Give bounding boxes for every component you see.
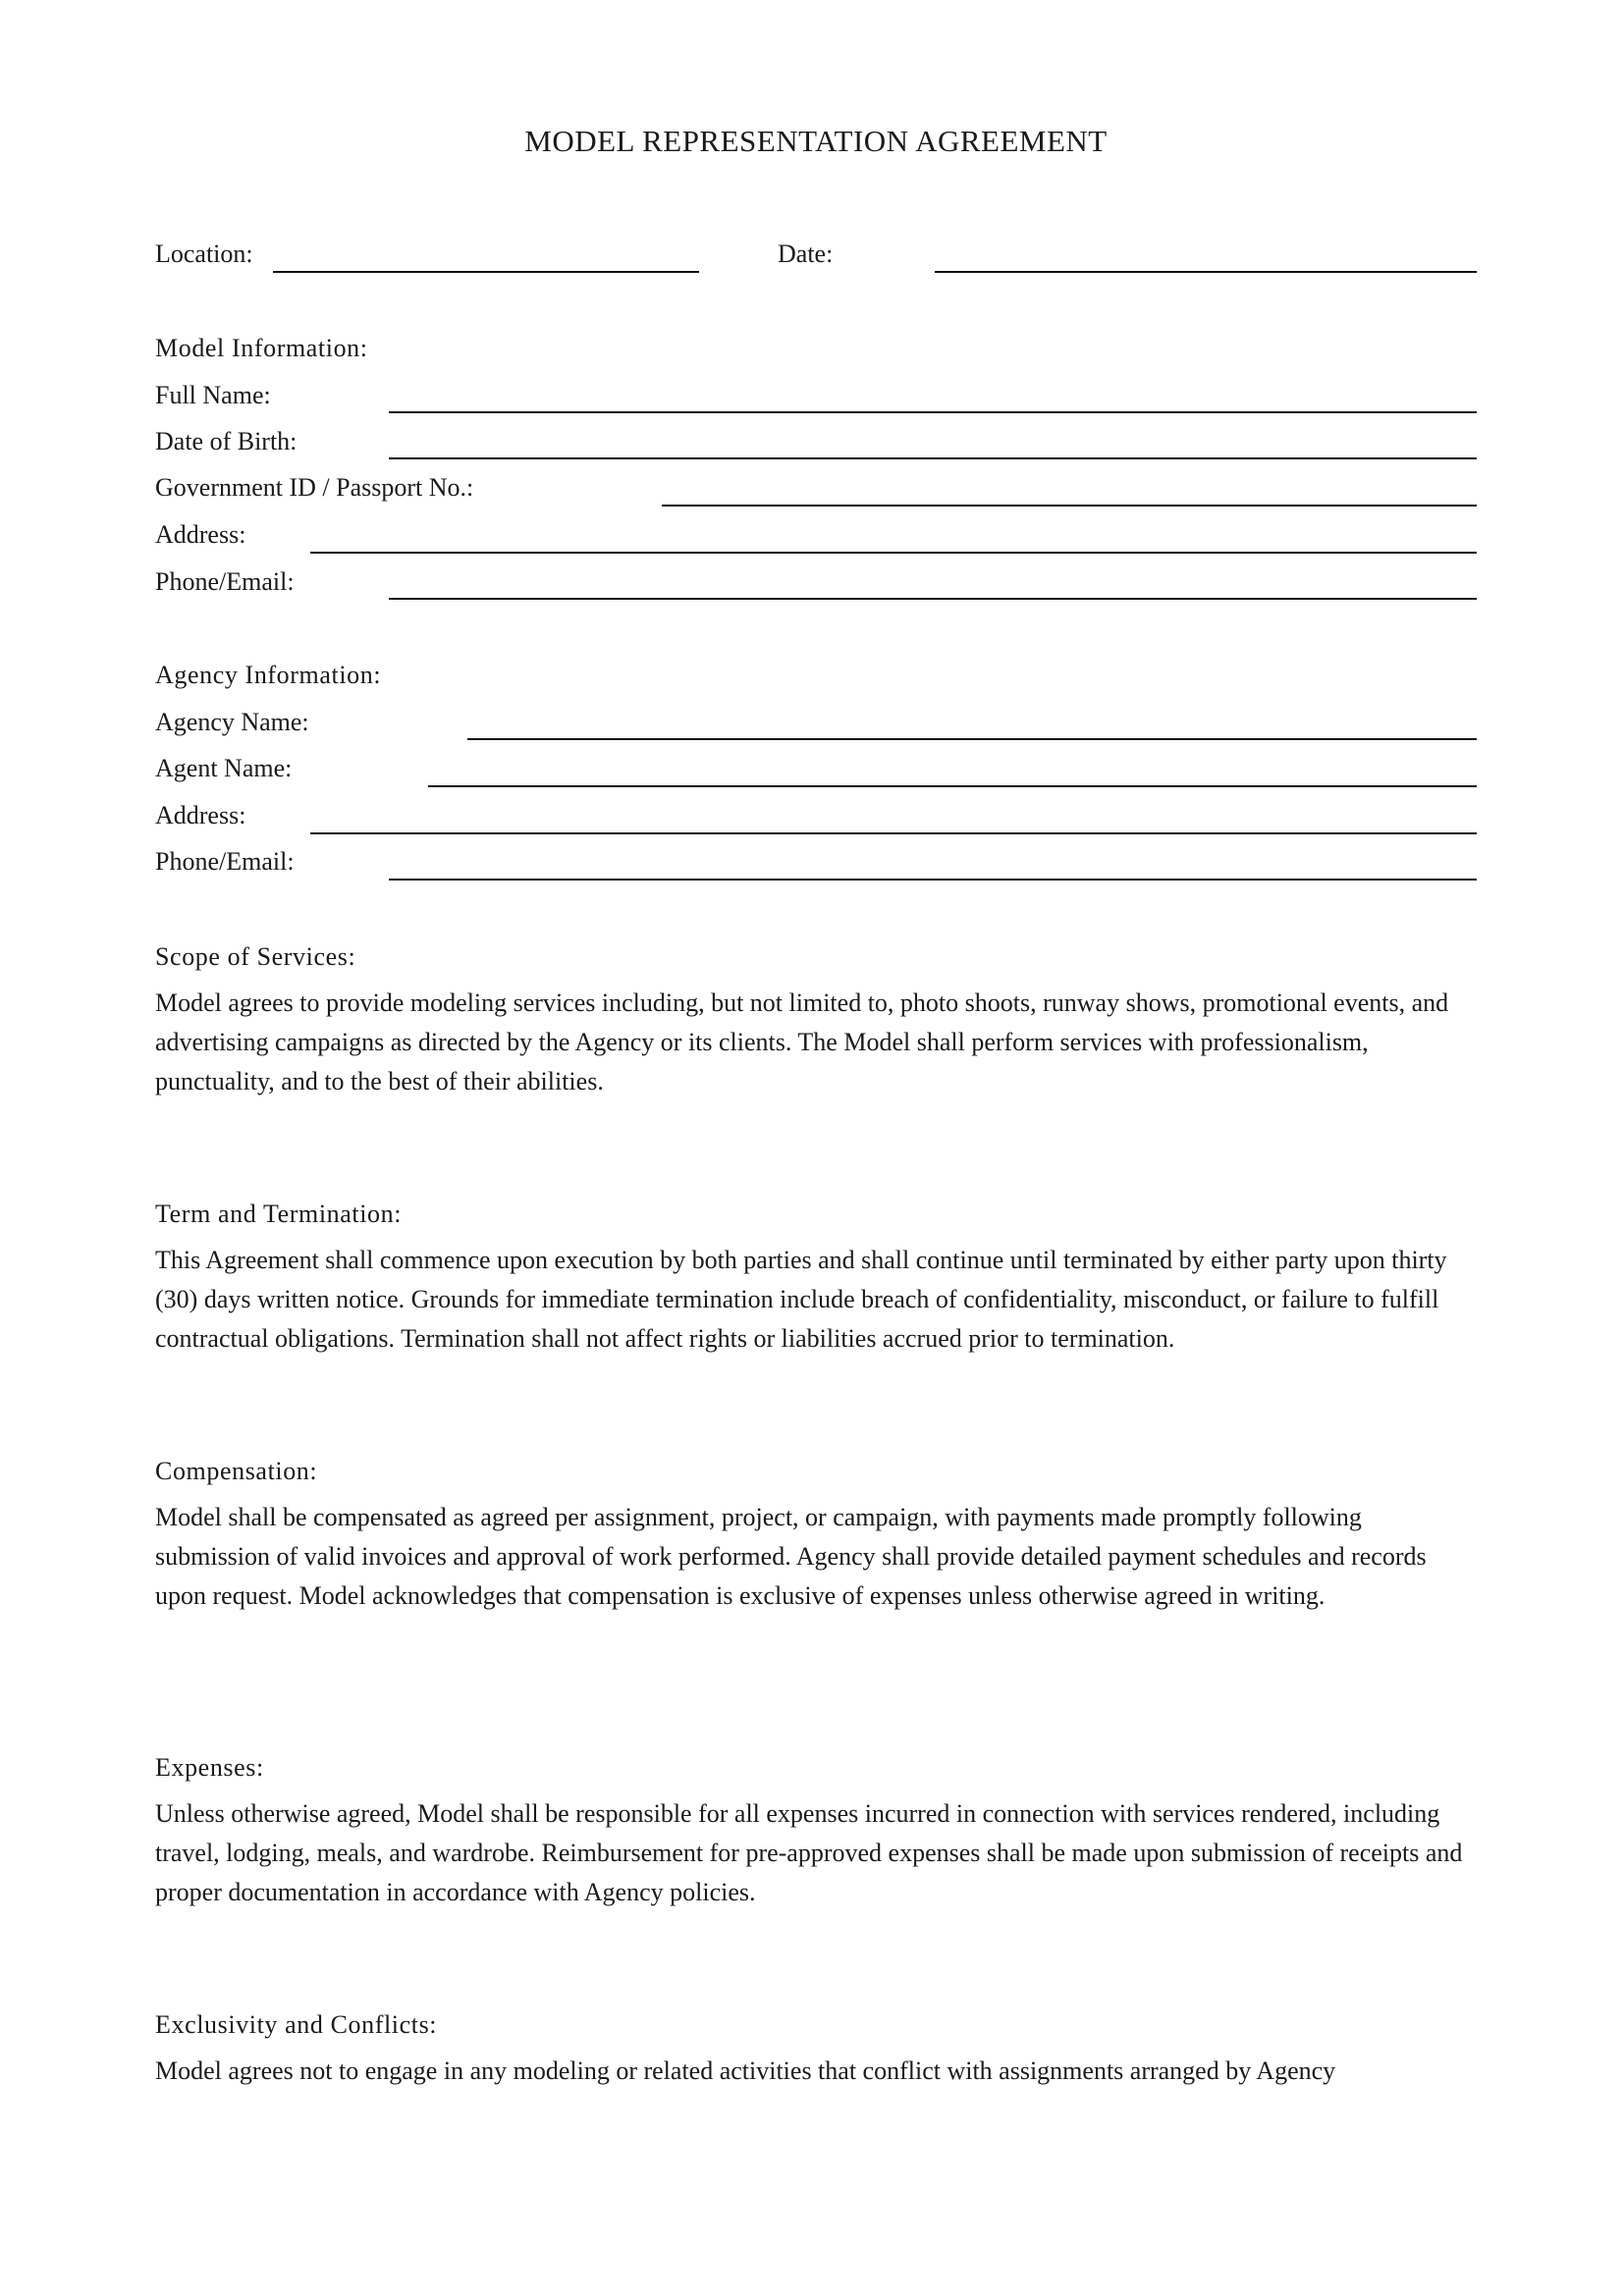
exclusivity-heading: Exclusivity and Conflicts:	[155, 2010, 438, 2039]
document-title: MODEL REPRESENTATION AGREEMENT	[524, 124, 1108, 158]
agency-address-label: Address:	[155, 801, 246, 829]
scope-heading: Scope of Services:	[155, 942, 356, 971]
agency-phone-email-field[interactable]	[389, 879, 1477, 881]
agency-name-field[interactable]	[467, 738, 1477, 740]
date-field[interactable]	[935, 271, 1477, 273]
model-gov-id-field[interactable]	[662, 505, 1477, 507]
agent-name-field[interactable]	[428, 785, 1477, 787]
exclusivity-body: Model agrees not to engage in any modeling or related activities that conflict with assignments arranged by Agency	[155, 2056, 1336, 2085]
compensation-heading: Compensation:	[155, 1457, 318, 1485]
agency-name-label: Agency Name:	[155, 708, 309, 736]
model-full-name-label: Full Name:	[155, 381, 271, 409]
model-phone-email-field[interactable]	[389, 598, 1477, 600]
expenses-body: Unless otherwise agreed, Model shall be responsible for all expenses incurred in connection with services rendered, including travel, lodging, meals, and wardrobe. Reimbursement for pre-approved expenses shall be made upon submission of receipts and proper documentation in accordance with Agency policies.	[155, 1799, 1463, 1906]
model-phone-email-label: Phone/Email:	[155, 567, 295, 596]
model-full-name-field[interactable]	[389, 411, 1477, 413]
location-field[interactable]	[273, 271, 699, 273]
scope-body: Model agrees to provide modeling services including, but not limited to, photo shoots, runway shows, promotional events, and advertising campaigns as directed by the Agency or its clients. The Model shall perform services with professionalism, punctuality, and to the best of their abilities.	[155, 988, 1449, 1095]
agency-phone-email-label: Phone/Email:	[155, 847, 295, 876]
model-dob-field[interactable]	[389, 457, 1477, 459]
date-label: Date:	[778, 240, 834, 268]
model-address-label: Address:	[155, 520, 246, 549]
agency-address-field[interactable]	[310, 832, 1477, 834]
agency-info-heading: Agency Information:	[155, 661, 382, 689]
model-address-field[interactable]	[310, 552, 1477, 554]
location-label: Location:	[155, 240, 253, 268]
model-gov-id-label: Government ID / Passport No.:	[155, 473, 474, 502]
expenses-heading: Expenses:	[155, 1753, 264, 1782]
compensation-body: Model shall be compensated as agreed per assignment, project, or campaign, with payments made promptly following submission of valid invoices and approval of work performed. Agency shall provide detailed payment schedules and records upon request. Model acknowledges that compensation is exclusive of expenses unless otherwise agreed in writing.	[155, 1503, 1427, 1610]
term-heading: Term and Termination:	[155, 1200, 403, 1228]
model-info-heading: Model Information:	[155, 334, 368, 362]
term-body: This Agreement shall commence upon execution by both parties and shall continue until terminated by either party upon thirty (30) days written notice. Grounds for immediate termination include breach of confidentiality, misconduct, or failure to fulfill contractual obligations. Termination shall not affect rights or liabilities accrued prior to termination.	[155, 1246, 1447, 1353]
agent-name-label: Agent Name:	[155, 754, 293, 782]
model-dob-label: Date of Birth:	[155, 427, 298, 455]
